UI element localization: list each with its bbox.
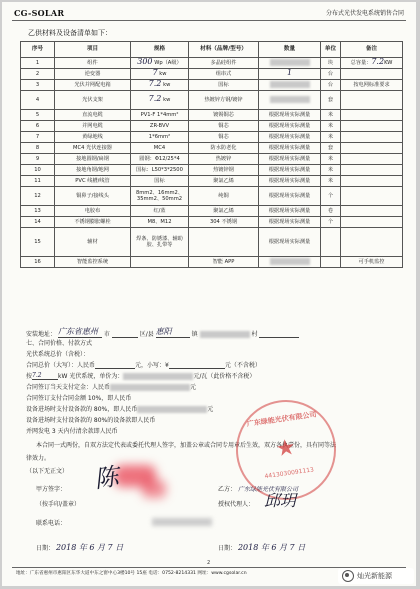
cell-item: PVC 线槽/线管 [55,176,131,187]
handwritten-value: 7.2 [32,372,58,380]
cell-note [341,206,403,217]
term-text: 元 [190,384,197,391]
cell-note [341,132,403,143]
cell-material: 多晶硅组件 [189,58,259,69]
install-address-line [26,326,299,338]
page-number: 2 [207,560,211,566]
cell-item: 直流电缆 [55,110,131,121]
cell-item: 逆变器 [55,69,131,80]
cell-item: 并网电缆 [55,121,131,132]
cell-seq: 1 [21,58,55,69]
cell-note [341,143,403,154]
cell-material: 纯铜 [189,187,259,206]
cell-note [341,91,403,110]
cell-note: 可手机监控 [341,257,403,268]
handwritten-value: 7.2 [148,79,162,89]
cell-note [341,69,403,80]
cell-seq: 12 [21,187,55,206]
cell-note [341,154,403,165]
party-b-name: 广东绿能光伏有限公司 [237,486,298,493]
cell-seq: 9 [21,154,55,165]
cell-seq: 3 [21,80,55,91]
cell-item: 铜鼻子/接线头 [55,187,131,206]
section-title: 乙供材料及设备清单如下： [28,29,112,37]
term-line: 并网发电 3 天内付清余款即人民币 [26,428,118,435]
cell-unit: 米 [321,121,341,132]
term-line: 设备进场时支付设备款的 80%的设备款即人民币 [26,417,156,424]
cell-spec: 1*6mm² [131,132,189,143]
redaction-mark [142,480,166,498]
cell-seq: 7 [21,132,55,143]
table-row [21,176,403,187]
cell-seq: 2 [21,69,55,80]
cell-note [341,58,403,69]
signing-note: （以下无正文） [26,468,69,475]
cell-qty: 根据现场实际测量 [259,228,321,257]
table-row [21,121,403,132]
star-icon: ★ [274,434,298,463]
cell-qty: 根据现场实际测量 [259,165,321,176]
cell-seq: 16 [21,257,55,268]
cell-qty [259,91,321,110]
cell-note [341,187,403,206]
cell-unit: 块 [321,58,341,69]
table-row [21,143,403,154]
term-line: 合同签订支付合同金额 10%，即人民币 [26,395,132,402]
cell-spec [131,69,189,80]
term-line: 本合同一式两份，自双方法定代表或委托代理人签字，加盖公章或合同专用章后生效，双方各执壹份，具有同等法 [36,442,337,449]
brand-name: CG-SOLAR [14,8,65,18]
cell-unit: 米 [321,132,341,143]
term-text: 按 [26,373,33,380]
header-item: 项目 [55,42,131,58]
cell-item: MC4 光伏连接器 [55,143,131,154]
date-label: 日期： [218,545,237,552]
redacted-value [137,406,207,413]
handwritten-district: 惠阳 [156,326,190,338]
term-text: 合同签订当天支付定金：人民币 [26,384,111,391]
cell-unit [321,257,341,268]
town-suffix: 镇 [191,331,198,338]
cell-material: 304 不锈钢 [189,217,259,228]
table-row [21,165,403,176]
header-qty: 数量 [259,42,321,58]
table-row [21,154,403,165]
cell-note-unit: KW [384,60,393,67]
table-row [21,228,403,257]
cell-seq: 11 [21,176,55,187]
party-b-label: 乙方： [218,486,237,493]
cell-note [341,176,403,187]
cell-spec-text: kw [163,97,171,104]
term-line [26,404,213,413]
handwritten-value: 7.2 [371,57,385,67]
party-a-rep-label: （按手印/盖章） [36,501,81,508]
seal-text: 广东绿能光伏有限公司 [246,410,317,429]
district-suffix: 区/县 [139,331,154,338]
cell-spec [131,91,189,110]
cell-spec: M8、M12 [131,217,189,228]
cell-item: 辅材 [55,228,131,257]
cell-seq: 8 [21,143,55,154]
cell-spec-text: kw [159,71,167,78]
cell-unit: 米 [321,154,341,165]
cell-material: 聚氯乙烯 [189,206,259,217]
cell-qty: 根据现场实际测量 [259,187,321,206]
redacted-value [200,331,250,338]
cell-qty [259,80,321,91]
cell-spec: 焊条、防锈漆、辅助胶、扎带等 [131,228,189,257]
redacted-value [152,518,212,526]
cell-material: 国标 [189,80,259,91]
cell-qty: 根据现场实际测量 [259,206,321,217]
cell-material: 组串式 [189,69,259,80]
cell-spec: 圆钢：Φ12/25*4 [131,154,189,165]
header-seq: 序号 [21,42,55,58]
redacted-value [270,258,310,265]
cell-item: 光伏支架 [55,91,131,110]
cell-item: 接地角钢/地网 [55,165,131,176]
cell-spec: PV1-F 1*4mm² [131,110,189,121]
handwritten-value: 300 [137,57,153,67]
redacted-value [270,59,310,66]
date-label: 日期： [36,545,55,552]
handwritten-date: 2018 年 6 月 7 日 [55,543,124,552]
cell-unit: 套 [321,143,341,154]
table-row [21,187,403,206]
handwritten-signature: 邱玥 [264,491,297,510]
cell-item: 电胶布 [55,206,131,217]
term-line [26,371,255,380]
cell-spec [131,257,189,268]
redacted-value [110,384,190,391]
cell-spec [131,58,189,69]
cell-seq: 10 [21,165,55,176]
handwritten-value: 7.2 [148,94,162,104]
term-text: 设备进场时支付设备款的 80%，即人民币 [26,406,138,413]
party-b-rep-label: 授权代理人： [218,501,255,508]
date-line-left [36,542,123,553]
section-seven-title: 七、合同价格、付款方式 [26,340,93,347]
table-header-row [21,42,403,58]
redacted-value [270,96,310,103]
city-suffix: 市 [103,331,110,338]
cell-item: 组件 [55,58,131,69]
cell-material: 智能 APP [189,257,259,268]
cell-material: 防水防老化 [189,143,259,154]
cell-note [341,165,403,176]
handwritten-value: 7 [152,68,158,78]
cell-seq: 4 [21,91,55,110]
cell-item: 黄绿地线 [55,132,131,143]
cell-unit: 台 [321,69,341,80]
table-row [21,206,403,217]
term-line: 律效力。 [26,455,51,462]
cell-spec: 国标 [131,176,189,187]
cell-material: 铜芯 [189,132,259,143]
village-suffix: 村 [251,331,258,338]
cell-seq: 15 [21,228,55,257]
cell-note [341,110,403,121]
cell-item: 智能监控系统 [55,257,131,268]
install-label: 安装地址： [26,331,57,338]
handwritten-date: 2018 年 6 月 7 日 [237,543,306,552]
header-note: 备注 [341,42,403,58]
cell-seq: 6 [21,121,55,132]
cell-seq: 14 [21,217,55,228]
cell-qty [259,69,321,80]
header-unit: 单位 [321,42,341,58]
cell-unit: 米 [321,110,341,121]
redacted-value [123,373,193,380]
equipment-table [20,41,403,268]
term-text: 元（不含税） [224,362,261,369]
term-text: 元 [207,406,214,413]
cell-qty: 根据现场实际测量 [259,121,321,132]
table-row [21,80,403,91]
table-row [21,58,403,69]
table-row [21,257,403,268]
cell-unit: 个 [321,217,341,228]
seal-number: 4413030091113 [264,466,315,481]
cell-material: 热镀锌 [189,154,259,165]
cell-spec: 红/蓝 [131,206,189,217]
handwritten-signature: 陈 [92,462,121,494]
table-row [21,217,403,228]
party-a-label: 甲方签字： [36,486,67,493]
cell-material [189,228,259,257]
cell-qty [259,58,321,69]
table-row [21,69,403,80]
cell-spec-text: Wp（A级） [154,60,182,67]
term-text: 元，小写：¥ [135,362,169,369]
cell-material: 热镀锌方钢/镀锌 [189,91,259,110]
table-row [21,91,403,110]
cell-unit [321,228,341,257]
term-line [26,382,196,391]
redacted-value [270,81,310,88]
cell-unit: 套 [321,91,341,110]
table-row [21,110,403,121]
watermark [338,568,414,584]
cell-note-text: 总容量： [350,60,372,67]
cell-material: 热镀锌钢 [189,165,259,176]
cell-item: 不锈钢膨胀螺栓 [55,217,131,228]
term-text: 元/瓦（此价格不含税） [193,373,256,380]
header-rule [12,20,406,21]
header-spec: 规格 [131,42,189,58]
cell-qty [259,257,321,268]
table-row [21,132,403,143]
header-material: 材料（品牌/型号） [189,42,259,58]
cell-spec [131,80,189,91]
cell-item: 接地圆钢/扁钢 [55,154,131,165]
cell-unit: 卷 [321,206,341,217]
term-line [26,360,261,369]
wechat-icon [342,570,354,582]
cell-item: 光伏并网配电箱 [55,80,131,91]
cell-spec: MC4 [131,143,189,154]
cell-qty: 根据现场实际测量 [259,132,321,143]
handwritten-value: 1 [286,68,293,78]
cell-spec-text: kw [163,82,171,89]
cell-seq: 5 [21,110,55,121]
term-text: 合同总价（大写）：人民币 [26,362,96,369]
cell-unit: 米 [321,165,341,176]
cell-note: 按电网标准要求 [341,80,403,91]
term-text: kW 光伏系统，单价为： [58,373,124,380]
footer-address [16,570,247,576]
cell-spec: 国标：L50*3*2500 [131,165,189,176]
cell-seq: 13 [21,206,55,217]
footer-address-text: 地址：广东省惠州市惠阳区东华大道中东之窗中心3楼10号 15座 电话：0752-8214331 网址：www.cgsolar.cn [16,571,247,576]
cell-note [341,217,403,228]
cell-material: 镀锡铜芯 [189,110,259,121]
cell-qty: 根据现场实际测量 [259,110,321,121]
contract-page [2,2,416,586]
cell-qty: 根据现场实际测量 [259,143,321,154]
watermark-text: 灿光新能源 [357,572,392,580]
cell-spec: ZR-BVV [131,121,189,132]
cell-note [341,228,403,257]
cell-qty: 根据现场实际测量 [259,217,321,228]
cell-qty: 根据现场实际测量 [259,176,321,187]
cell-material: 铜芯 [189,121,259,132]
date-line-right [218,542,305,553]
cell-spec: 8mm2、16mm2、35mm2、50mm2 [131,187,189,206]
contact-phone-label: 联系电话： [36,520,67,527]
document-title: 分布式光伏发电系统销售合同 [325,10,404,17]
cell-unit: 台 [321,80,341,91]
cell-qty: 根据现场实际测量 [259,154,321,165]
cell-note [341,121,403,132]
cell-unit: 米 [321,176,341,187]
term-line: 光伏系统总价（含税）： [26,351,90,358]
handwritten-city: 广东省惠州 [58,326,102,338]
cell-material: 聚氯乙烯 [189,176,259,187]
cell-unit: 个 [321,187,341,206]
